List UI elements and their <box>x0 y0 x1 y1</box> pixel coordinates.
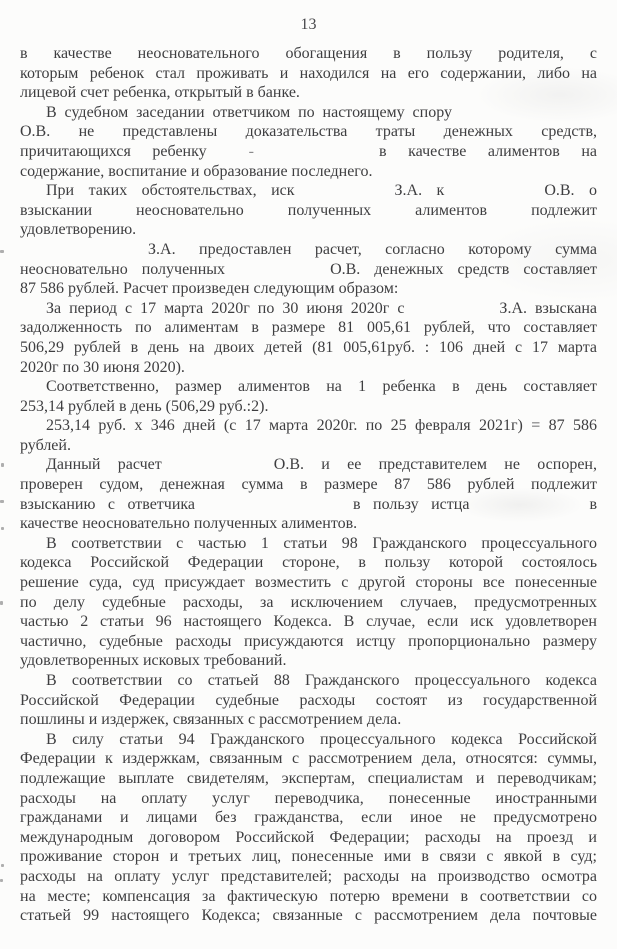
text-line: содержание, воспитание и образование последнего. <box>20 162 373 180</box>
scan-speck <box>1 527 4 530</box>
redaction-gap <box>469 507 589 509</box>
redaction-gap <box>195 507 353 509</box>
text-line: Федерации к издержкам, связанным с рассмотрением дела, относятся: суммы, <box>20 750 597 768</box>
text-line: по делу судебные расходы, за исключением случаев, предусмотренных <box>20 593 597 611</box>
text-line: частично, судебные расходы присуждаются истцу пропорционально размеру <box>20 632 597 650</box>
text-line: удовлетворению. <box>20 221 137 239</box>
text-line: В судебном заседании ответчиком по настоящему спору <box>20 103 597 123</box>
paragraph <box>20 103 597 181</box>
paragraph <box>20 377 597 416</box>
text-line: О.В. не представлены доказательства траты денежных средств, <box>20 123 597 141</box>
text-line: рублей. <box>20 436 71 454</box>
text-line: решение суда, суд присуждает возместить с другой стороны все понесенные <box>20 574 597 592</box>
paragraph <box>20 455 597 533</box>
redaction-gap <box>452 115 597 117</box>
text-line: З.А. предоставлен расчет, согласно которому сумма <box>20 240 597 260</box>
scan-speck <box>0 500 4 503</box>
scan-speck <box>0 879 3 882</box>
text-line: причитающихся ребенку - в качестве алиментов на <box>20 142 598 160</box>
redaction-gap <box>162 467 274 469</box>
text-line: проверен судом, денежная сумма в размере 87 586 рублей подлежит <box>20 476 597 494</box>
text-line: лицевой счет ребенка, открытый в банке. <box>20 84 300 102</box>
page-number: 13 <box>300 16 317 33</box>
text-line: Соответственно, размер алиментов на 1 ребенка в день составляет <box>46 378 597 396</box>
text-line: В соответствии с частью 1 статьи 98 Гражданского процессуального <box>46 534 597 552</box>
paragraph <box>20 44 597 103</box>
text-line: Данный расчет О.В. и ее представителем не оспорен, <box>46 456 597 474</box>
text-line: 253,14 рублей в день (506,29 руб.:2). <box>20 397 269 415</box>
redaction-gap <box>225 272 330 274</box>
redaction-gap <box>20 252 148 254</box>
text-line: которым ребенок стал проживать и находился на его содержании, либо на <box>20 64 597 82</box>
scan-speck <box>0 250 4 253</box>
scan-speck <box>1 864 4 867</box>
text-line: расходы на оплату услуг переводчика, понесенные иностранными <box>20 789 597 807</box>
text-line: в качестве неосновательного обогащения в пользу родителя, с <box>20 45 597 62</box>
redaction-gap <box>444 193 544 195</box>
text-line: В соответствии со статьей 88 Гражданского процессуального кодекса <box>46 672 597 689</box>
redaction-gap <box>295 193 395 195</box>
redaction-gap <box>404 311 499 313</box>
text-line: 87 586 рублей. Расчет произведен следующим образом: <box>20 280 399 298</box>
text-line: взысканию с ответчика в пользу истца в <box>20 495 597 513</box>
text-line: частью 2 статьи 96 настоящего Кодекса. В случае, если иск удовлетворен <box>20 613 597 631</box>
text-line: За период с 17 марта 2020г по 30 июня 2020г с З.А. взыскана <box>46 299 598 317</box>
redaction-gap <box>207 154 249 156</box>
text-line: удовлетворенных исковых требований. <box>20 652 287 670</box>
text-line: международным договором Российской Федерации; расходы на проезд и <box>20 828 597 846</box>
redaction-gap <box>254 154 379 156</box>
text-line: проживание сторон и третьих лиц, понесенные ими в связи с явкой в суд; <box>20 848 597 866</box>
text-line: неосновательно полученных О.В. денежных средств составляет <box>20 260 598 278</box>
paragraph <box>20 416 597 455</box>
text-line: 253,14 руб. х 346 дней (с 17 марта 2020г. по 25 февраля 2021г) = 87 586 <box>46 417 597 435</box>
scan-dash-artifact: - <box>248 142 254 160</box>
paragraph <box>20 181 597 240</box>
text-line: пошлины и издержек, связанных с рассмотрением дела. <box>20 711 402 729</box>
text-line: расходы на оплату услуг представителей; расходы на производство осмотра <box>20 867 597 885</box>
text-line: задолженность по алиментам в размере 81 005,61 рублей, что составляет <box>20 319 597 337</box>
paragraph <box>20 240 597 299</box>
paragraph <box>20 671 597 730</box>
text-line: 2020г по 30 июня 2020). <box>20 358 185 376</box>
text-line: статьей 99 настоящего Кодекса; связанные с рассмотрением дела почтовые <box>20 907 597 925</box>
text-line: качестве неосновательно полученных алиментов. <box>20 515 358 533</box>
text-line: подлежащие выплате свидетелям, экспертам, специалистам и переводчикам; <box>20 769 597 787</box>
scan-speck <box>1 463 4 467</box>
text-line: кодекса Российской Федерации стороне, в пользу которой состоялось <box>20 554 597 572</box>
document-body <box>20 44 597 926</box>
text-line: Российской Федерации судебные расходы состоят из государственной <box>20 691 597 709</box>
text-line: гражданами и лицами без гражданства, если иное не предусмотрено <box>20 809 597 827</box>
text-line: 506,29 рублей в день на двоих детей (81 005,61руб. : 106 дней с 17 марта <box>20 338 597 356</box>
paragraph <box>20 534 597 671</box>
paragraph <box>20 299 597 377</box>
text-line: на месте; компенсация за фактическую потерю времени в соответствии со <box>20 887 597 905</box>
text-line: взыскании неосновательно полученных алиментов подлежит <box>20 201 597 219</box>
scan-speck <box>0 601 3 605</box>
text-line: В силу статьи 94 Гражданского процессуального кодекса Российской <box>46 730 597 748</box>
text-line: При таких обстоятельствах, иск З.А. к О.В. о <box>46 182 598 200</box>
paragraph <box>20 730 597 926</box>
